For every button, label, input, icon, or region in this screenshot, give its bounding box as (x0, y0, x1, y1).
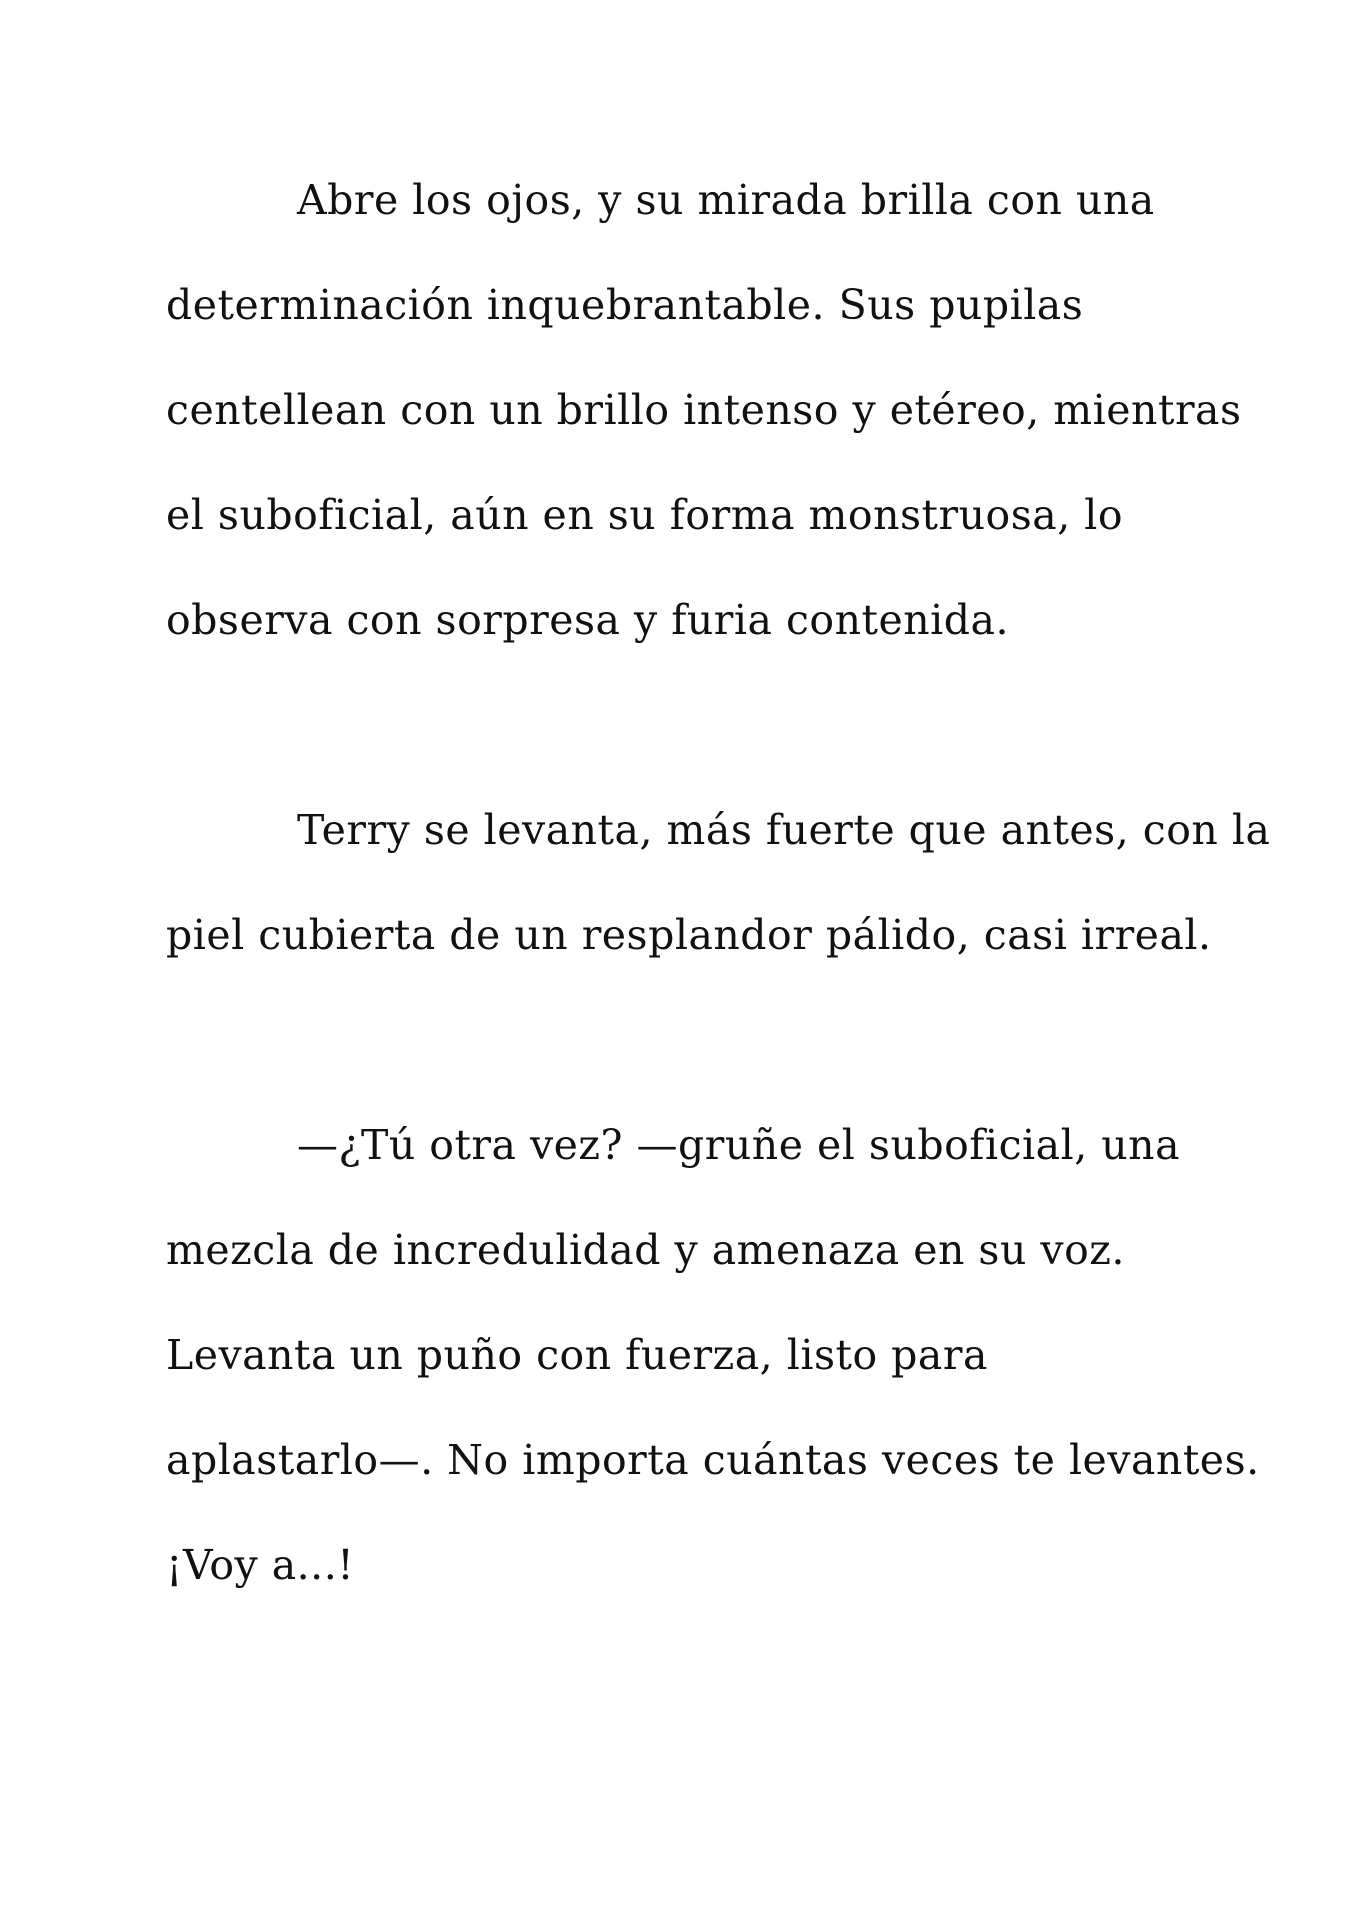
text-line: ¡Voy a...! (166, 1541, 355, 1589)
text-line: observa con sorpresa y furia contenida. (166, 596, 1010, 644)
text-line: Abre los ojos, y su mirada brilla con una (297, 176, 1155, 224)
text-line: el suboficial, aún en su forma monstruosa, lo (166, 491, 1124, 539)
text-line: piel cubierta de un resplandor pálido, casi irreal. (166, 911, 1212, 959)
text-line: —¿Tú otra vez? —gruñe el suboficial, una (297, 1121, 1181, 1169)
text-line: mezcla de incredulidad y amenaza en su voz. (166, 1226, 1125, 1274)
text-line: Terry se levanta, más fuerte que antes, con la (297, 806, 1271, 854)
text-line: determinación inquebrantable. Sus pupilas (166, 281, 1084, 329)
text-line: Levanta un puño con fuerza, listo para (166, 1331, 988, 1379)
text-line: aplastarlo—. No importa cuántas veces te levantes. (166, 1436, 1260, 1484)
text-line: centellean con un brillo intenso y etéreo, mientras (166, 386, 1242, 434)
